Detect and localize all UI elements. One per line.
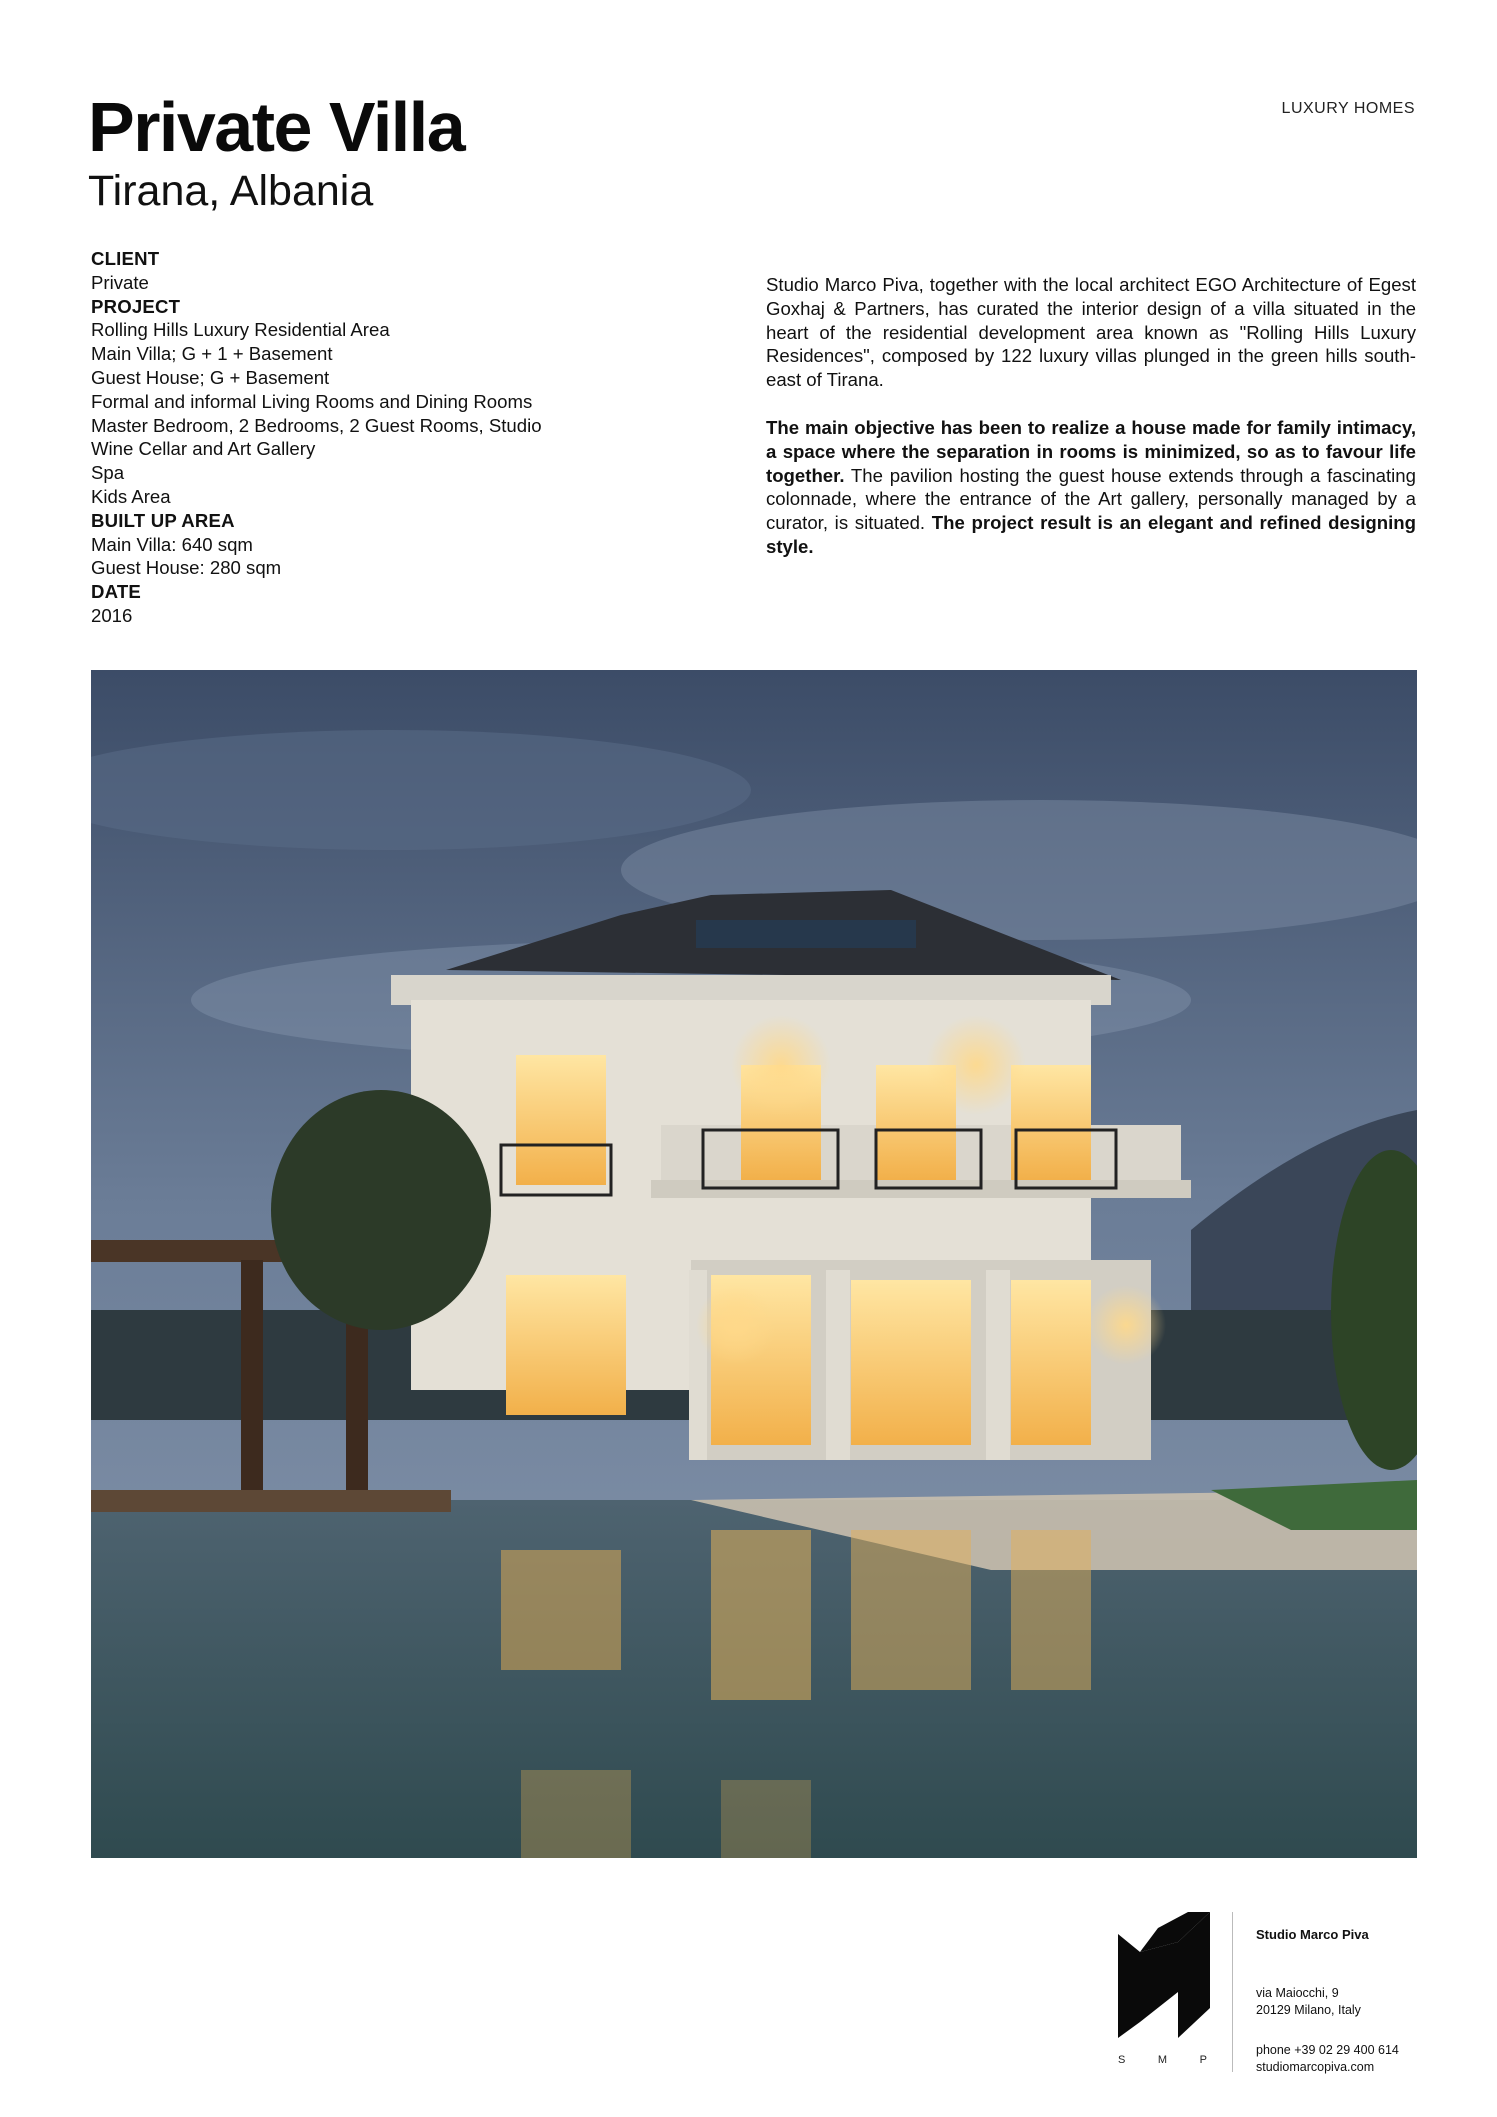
- address-line: via Maiocchi, 9: [1256, 1986, 1339, 2000]
- description-bold-lead: The main objective has been to realize a house made for family intimacy, a space where the separation in rooms is minimized, so as to favour life together.: [766, 416, 1416, 486]
- logo-letter: M: [1157, 2054, 1169, 2066]
- project-line: Wine Cellar and Art Gallery: [91, 438, 316, 460]
- project-line: Formal and informal Living Rooms and Dining Rooms: [91, 390, 533, 412]
- description-body: The pavilion hosting the guest house extends through a fascinating colonnade, where the entrance of the Art gallery, personally managed by a curator, is situated.: [766, 464, 1416, 534]
- project-details: [91, 247, 711, 628]
- website-link[interactable]: studiomarcopiva.com: [1256, 2060, 1375, 2074]
- area-line: Guest House: 280 sqm: [91, 557, 282, 579]
- project-line: Main Villa; G + 1 + Basement: [91, 343, 333, 365]
- date-value: 2016: [91, 604, 133, 626]
- area-line: Main Villa: 640 sqm: [91, 533, 253, 555]
- project-description: [766, 273, 1416, 559]
- address-line: 20129 Milano, Italy: [1256, 2003, 1361, 2017]
- phone-number: phone +39 02 29 400 614: [1256, 2043, 1399, 2057]
- project-line: Guest House; G + Basement: [91, 366, 330, 388]
- logo-letters: [1118, 2054, 1208, 2066]
- project-line: Spa: [91, 462, 125, 484]
- project-line: Rolling Hills Luxury Residential Area: [91, 319, 390, 341]
- studio-name: Studio Marco Piva: [1256, 1927, 1369, 1942]
- studio-contact: [1256, 2042, 1399, 2076]
- footer-divider: [1232, 1912, 1233, 2072]
- project-line: Kids Area: [91, 485, 171, 507]
- category-label: LUXURY HOMES: [1281, 100, 1415, 117]
- villa-photo: [91, 670, 1417, 1858]
- logo-letter: S: [1118, 2054, 1127, 2066]
- page-title: Private Villa: [88, 88, 465, 166]
- studio-address: [1256, 1985, 1361, 2019]
- smp-logo-icon: [1118, 1912, 1210, 2038]
- client-heading: CLIENT: [91, 248, 160, 269]
- description-bold-end: The project result is an elegant and refined designing style.: [766, 512, 1416, 557]
- project-line: Master Bedroom, 2 Bedrooms, 2 Guest Rooms, Studio: [91, 414, 542, 436]
- description-paragraph-2: [766, 416, 1416, 559]
- project-heading: PROJECT: [91, 295, 181, 317]
- area-heading: BUILT UP AREA: [91, 509, 235, 531]
- villa-photo-illustration: [91, 670, 1417, 1858]
- logo-letter: P: [1199, 2054, 1208, 2066]
- date-heading: DATE: [91, 581, 142, 603]
- page-subtitle: Tirana, Albania: [88, 167, 374, 215]
- description-paragraph-1: Studio Marco Piva, together with the local architect EGO Architecture of Egest Goxhaj & Partners, has curated the interior design of a villa situated in the heart of the residential development area known as "Rolling Hills Luxury Residences", composed by 122 luxury villas plunged in the green hills south-east of Tirana.: [766, 274, 1416, 391]
- client-value: Private: [91, 271, 149, 293]
